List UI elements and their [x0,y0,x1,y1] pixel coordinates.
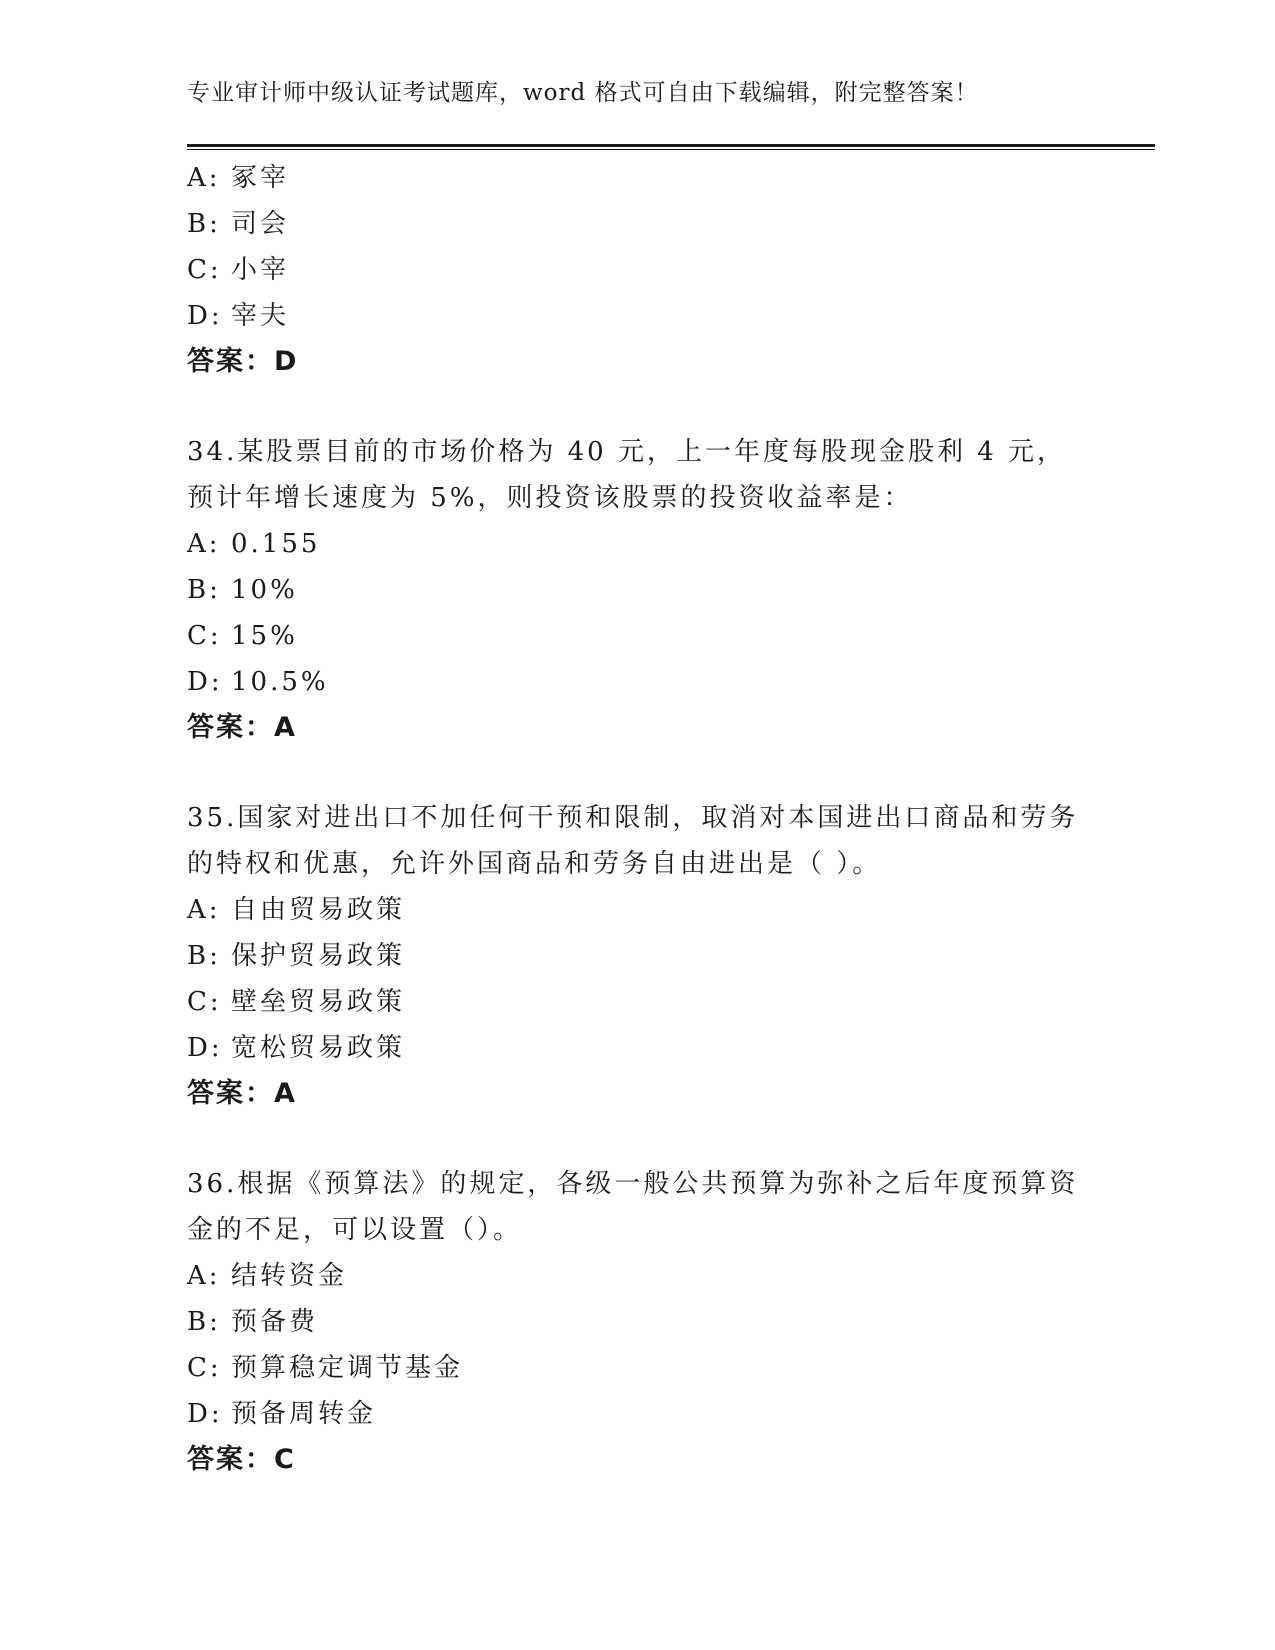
question-35 [187,795,1087,1117]
header-divider [187,144,1155,150]
question-stem: 35.国家对进出口不加任何干预和限制，取消对本国进出口商品和劳务的特权和优惠，允许外国商品和劳务自由进出是（ ）。 [187,803,1079,879]
option-text: 0.155 [231,529,321,559]
option-letter: C: [187,621,222,651]
option-c [187,1345,1087,1391]
question-33-continued [187,155,1087,385]
question-list [187,155,1087,1527]
option-d [187,1391,1087,1437]
option-letter: A: [187,529,221,559]
option-letter: A: [187,895,221,925]
option-c [187,979,1087,1025]
option-text: 结转资金 [231,1261,348,1291]
option-text: 壁垒贸易政策 [231,987,406,1017]
option-text: 司会 [231,209,290,239]
option-text: 预备周转金 [231,1399,377,1429]
header-divider-thin [187,149,1155,150]
option-text: 10% [231,575,298,605]
option-text: 预算稳定调节基金 [231,1353,464,1383]
option-letter: A: [187,163,221,193]
option-letter: B: [187,941,221,971]
option-text: 预备费 [231,1307,319,1337]
option-text: 自由贸易政策 [231,895,406,925]
option-letter: C: [187,1353,222,1383]
option-b [187,933,1087,979]
option-letter: C: [187,255,222,285]
option-text: 保护贸易政策 [231,941,406,971]
option-letter: B: [187,209,221,239]
question-34 [187,429,1087,751]
option-a [187,1253,1087,1299]
answer-line: 答案：A [187,1078,297,1109]
option-a [187,887,1087,933]
answer-line: 答案：A [187,712,297,743]
option-d [187,293,1087,339]
option-text: 小宰 [231,255,290,285]
option-letter: D: [187,667,223,697]
question-stem: 34.某股票目前的市场价格为 40 元，上一年度每股现金股利 4 元，预计年增长速度为 5%，则投资该股票的投资收益率是： [187,437,1067,513]
option-text: 宰夫 [231,301,290,331]
option-c [187,247,1087,293]
option-b [187,567,1087,613]
question-36 [187,1161,1087,1483]
option-b [187,201,1087,247]
option-letter: D: [187,301,223,331]
option-a [187,521,1087,567]
option-text: 10.5% [231,667,329,697]
option-letter: B: [187,1307,221,1337]
option-letter: D: [187,1399,223,1429]
option-c [187,613,1087,659]
option-letter: C: [187,987,222,1017]
option-text: 宽松贸易政策 [231,1033,406,1063]
question-stem: 36.根据《预算法》的规定，各级一般公共预算为弥补之后年度预算资金的不足，可以设置（）。 [187,1169,1079,1245]
option-letter: D: [187,1033,223,1063]
option-letter: B: [187,575,221,605]
header-divider-thick [187,144,1155,147]
option-d [187,659,1087,705]
option-b [187,1299,1087,1345]
option-d [187,1025,1087,1071]
option-text: 冢宰 [231,163,290,193]
answer-line: 答案：C [187,1444,296,1475]
answer-line: 答案：D [187,346,299,377]
page-header: 专业审计师中级认证考试题库，word 格式可自由下载编辑，附完整答案！ [187,80,979,106]
option-letter: A: [187,1261,221,1291]
option-a [187,155,1087,201]
option-text: 15% [231,621,298,651]
